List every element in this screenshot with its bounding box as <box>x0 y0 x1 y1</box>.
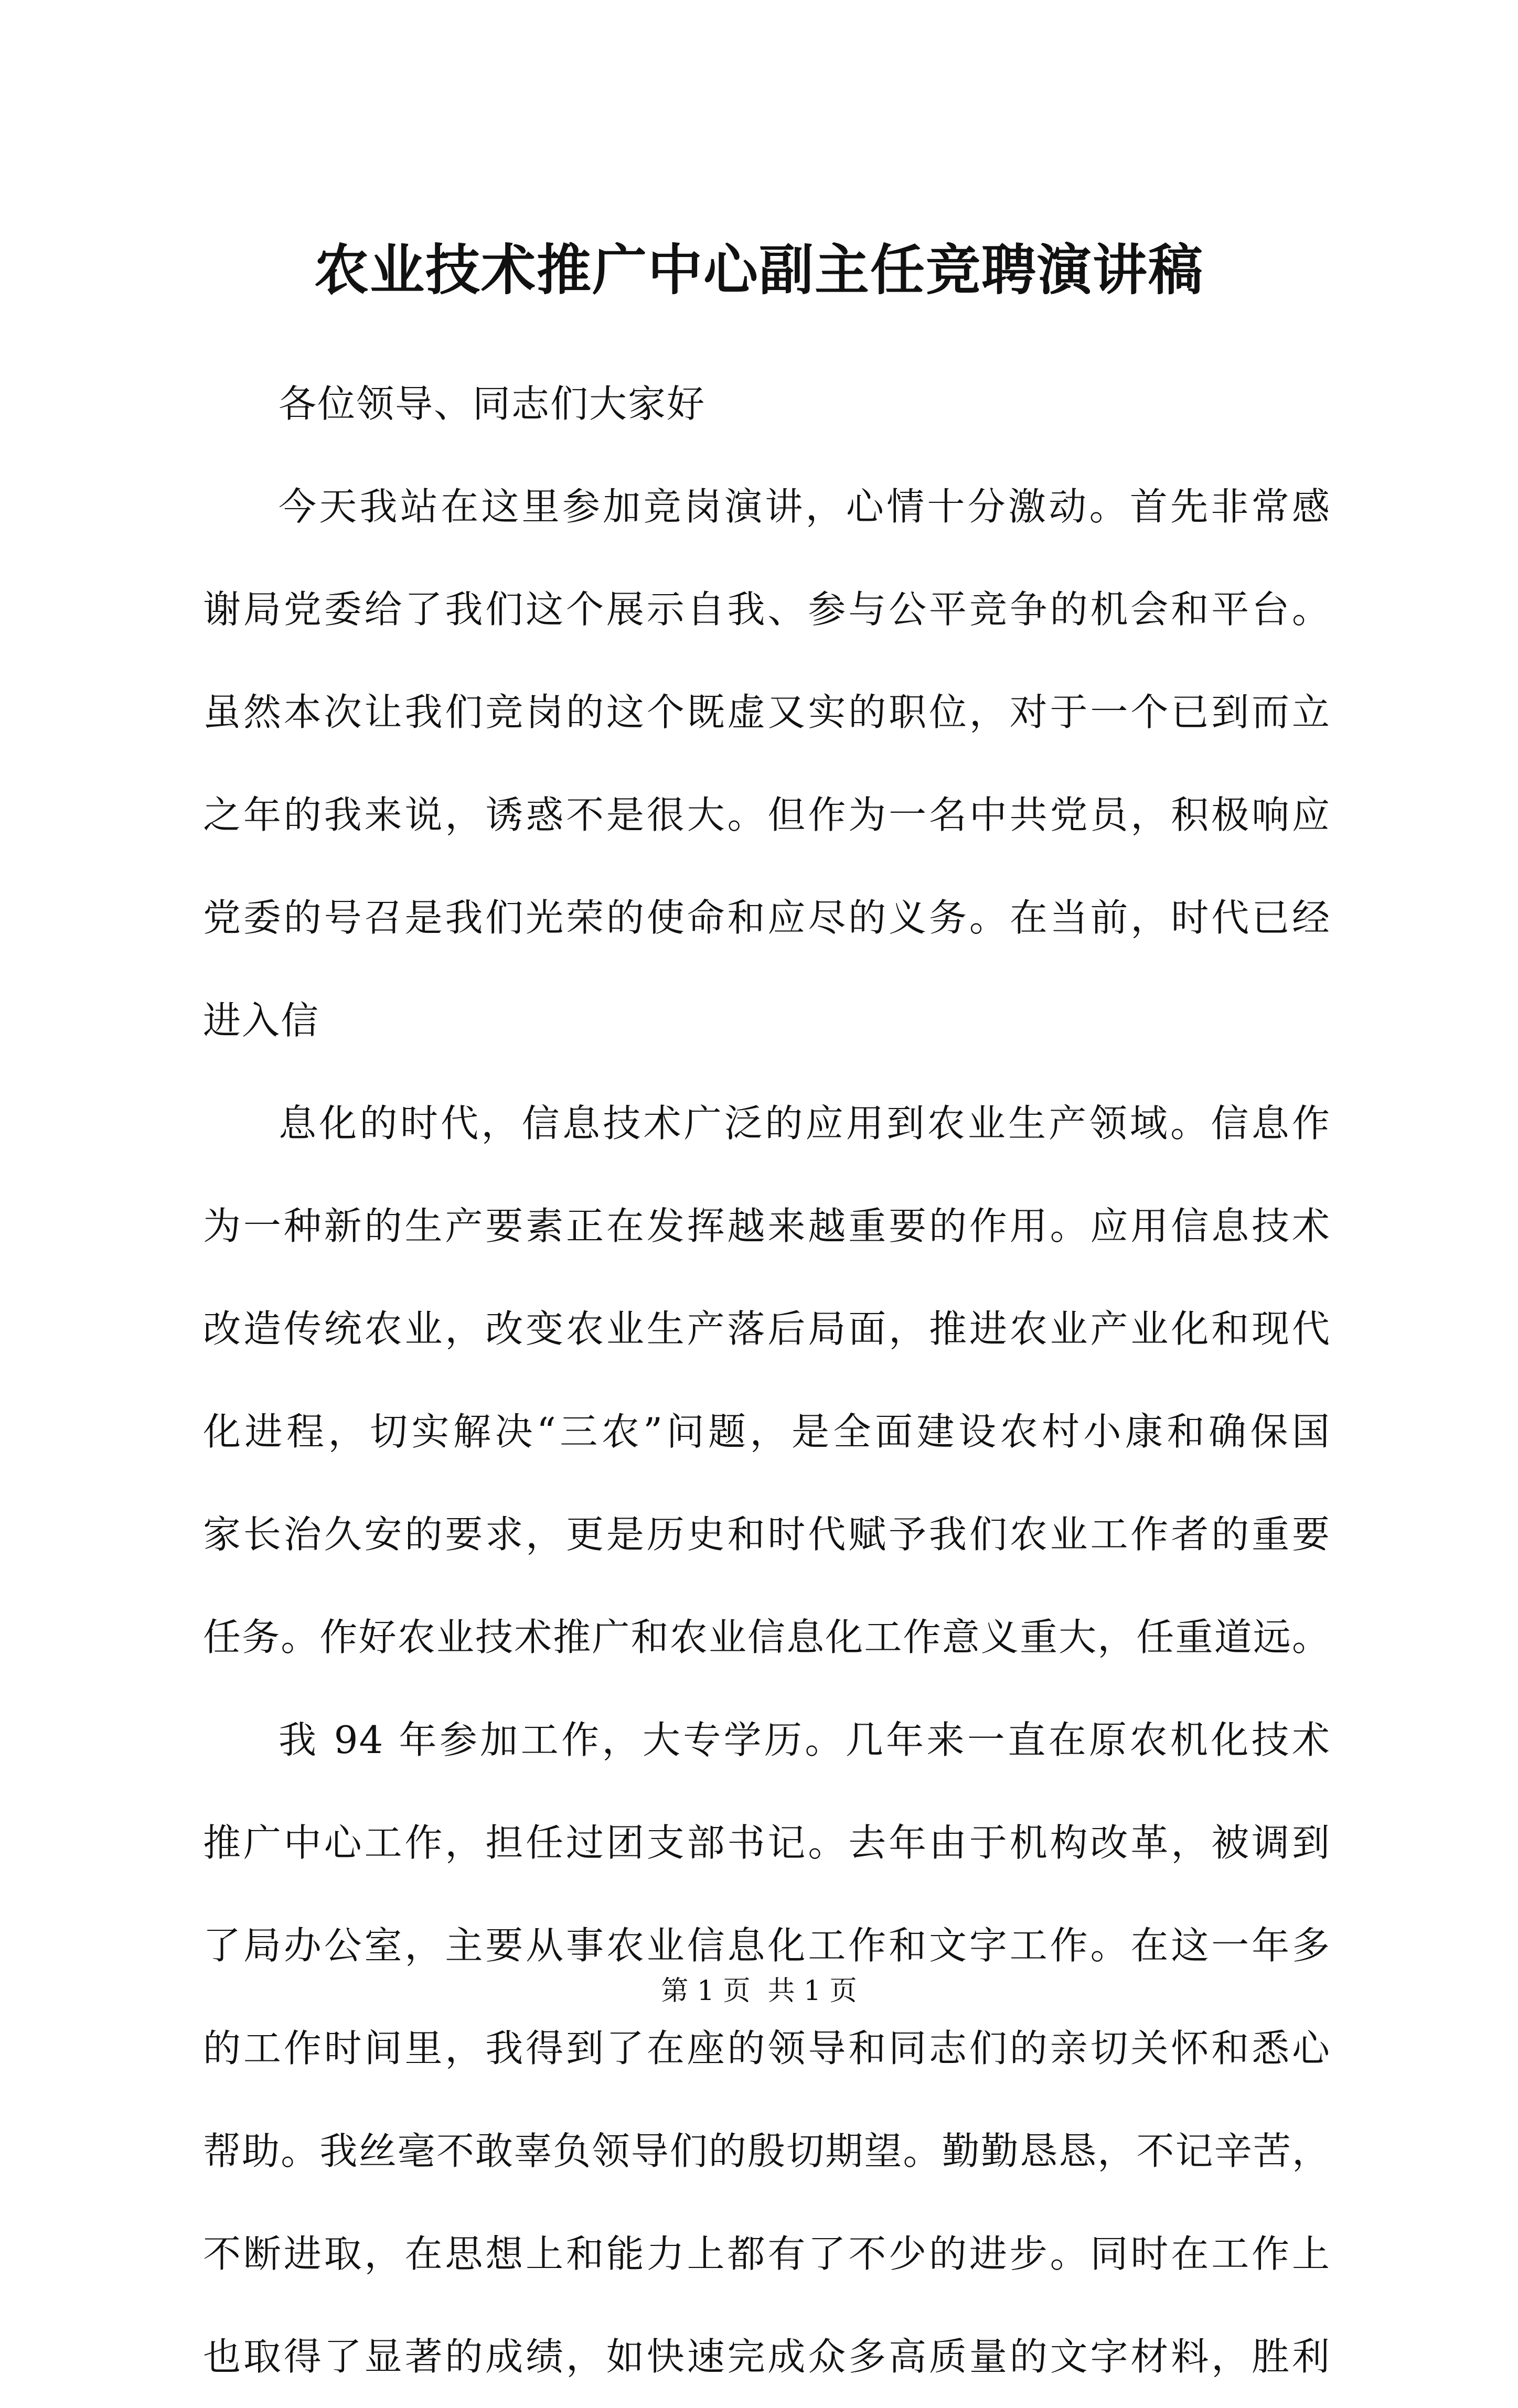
text-line: 虽然本次让我们竞岗的这个既虚又实的职位，对于一个已到而立 <box>203 690 1331 734</box>
text-line: 的工作时间里，我得到了在座的领导和同志们的亲切关怀和悉心 <box>203 2026 1331 2070</box>
text-line: 也取得了显著的成绩，如快速完成众多高质量的文字材料，胜利 <box>203 2335 1331 2379</box>
text-line: 任务。作好农业技术推广和农业信息化工作意义重大，任重道远。 <box>203 1615 1331 1659</box>
document-title: 农业技术推广中心副主任竞聘演讲稿 <box>314 238 1204 302</box>
page-footer: 第 1 页 共 1 页 <box>661 1975 857 2007</box>
text-line: 进入信 <box>203 998 320 1042</box>
text-line: 为一种新的生产要素正在发挥越来越重要的作用。应用信息技术 <box>203 1204 1331 1248</box>
text-line: 家长治久安的要求，更是历史和时代赋予我们农业工作者的重要 <box>203 1512 1331 1556</box>
greeting-line: 各位领导、同志们大家好 <box>279 382 706 426</box>
text-line: 息化的时代，信息技术广泛的应用到农业生产领域。信息作 <box>279 1101 1331 1145</box>
text-line: 之年的我来说，诱惑不是很大。但作为一名中共党员，积极响应 <box>203 793 1331 837</box>
text-line: 不断进取，在思想上和能力上都有了不少的进步。同时在工作上 <box>203 2232 1331 2276</box>
text-line: 我 94 年参加工作，大专学历。几年来一直在原农机化技术 <box>279 1718 1331 1762</box>
document-body <box>203 352 1331 2408</box>
text-line: 帮助。我丝毫不敢辜负领导们的殷切期望。勤勤恳恳，不记辛苦， <box>203 2129 1331 2173</box>
text-line: 化进程，切实解决“三农”问题，是全面建设农村小康和确保国 <box>203 1410 1331 1454</box>
text-line: 谢局党委给了我们这个展示自我、参与公平竞争的机会和平台。 <box>203 587 1331 631</box>
text-line: 推广中心工作，担任过团支部书记。去年由于机构改革，被调到 <box>203 1821 1331 1865</box>
text-line: 了局办公室，主要从事农业信息化工作和文字工作。在这一年多 <box>203 1923 1331 1968</box>
text-line: 今天我站在这里参加竞岗演讲，心情十分激动。首先非常感 <box>279 485 1331 529</box>
text-line: 党委的号召是我们光荣的使命和应尽的义务。在当前，时代已经 <box>203 896 1331 940</box>
text-line: 改造传统农业，改变农业生产落后局面，推进农业产业化和现代 <box>203 1307 1331 1351</box>
